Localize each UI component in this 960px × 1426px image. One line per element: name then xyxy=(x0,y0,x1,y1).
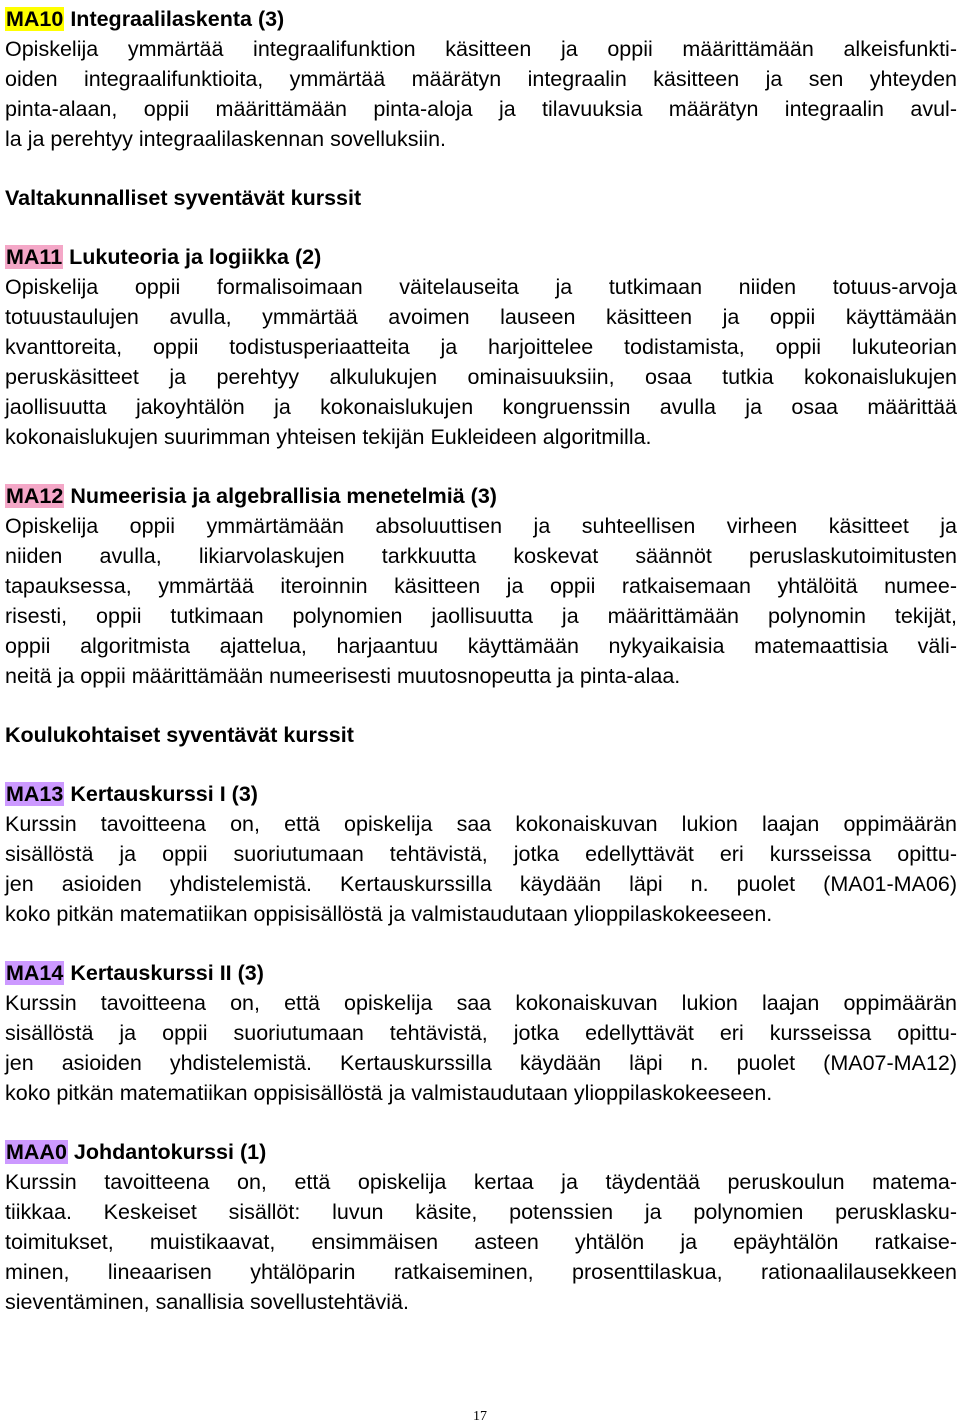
text-line: jen asioiden yhdistelemistä. Kertauskurssilla käydään läpi n. puolet (MA01-MA06) xyxy=(5,872,957,896)
text-line: peruskäsitteet ja perehtyy alkulukujen ominaisuuksiin, osaa tutkia kokonaislukujen xyxy=(5,365,957,389)
text-line: niiden avulla, likiarvolaskujen tarkkuutta koskevat säännöt peruslaskutoimitusten xyxy=(5,544,957,568)
course-name: Numeerisia ja algebrallisia menetelmiä (3) xyxy=(64,484,497,508)
text-line: Kurssin tavoitteena on, että opiskelija kertaa ja täydentää peruskoulun matema- xyxy=(5,1170,957,1194)
course-maa0 xyxy=(5,1137,957,1317)
text-line: tapauksessa, ymmärtää iteroinnin käsitteen ja oppii ratkaisemaan yhtälöitä numee- xyxy=(5,574,957,598)
text-line: koko pitkän matematiikan oppisisällöstä ja valmistaudutaan ylioppilaskokeeseen. xyxy=(5,902,773,926)
text-line: risesti, oppii tutkimaan polynomien jaollisuutta ja määrittämään polynomin tekijät, xyxy=(5,604,957,628)
course-ma14 xyxy=(5,958,957,1108)
text-line: oppii algoritmista ajattelua, harjaantuu käyttämään nykyaikaisia matemaattisia väli- xyxy=(5,634,957,658)
text-line: toimitukset, muistikaavat, ensimmäisen asteen yhtälön ja epäyhtälön ratkaise- xyxy=(5,1230,957,1254)
course-description xyxy=(5,272,957,452)
course-description xyxy=(5,511,957,691)
course-code: MA11 xyxy=(6,245,63,269)
text-line: Kurssin tavoitteena on, että opiskelija saa kokonaiskuvan lukion laajan oppimäärän xyxy=(5,812,957,836)
text-line: koko pitkän matematiikan oppisisällöstä ja valmistaudutaan ylioppilaskokeeseen. xyxy=(5,1081,773,1105)
course-code: MA13 xyxy=(6,782,64,806)
course-code: MA10 xyxy=(6,7,64,31)
course-code: MA12 xyxy=(6,484,64,508)
course-description xyxy=(5,1167,957,1317)
text-line: neitä ja oppii määrittämään numeerisesti muutosnopeutta ja pinta-alaa. xyxy=(5,664,681,688)
course-title xyxy=(5,481,957,511)
course-name: Kertauskurssi II (3) xyxy=(64,961,264,985)
course-description xyxy=(5,34,957,154)
course-description xyxy=(5,809,957,929)
text-line: totuustaulujen avulla, ymmärtää avoimen lauseen käsitteen ja oppii käyttämään xyxy=(5,305,957,329)
course-ma11 xyxy=(5,242,957,452)
text-line: kokonaislukujen suurimman yhteisen tekijän Eukleideen algoritmilla. xyxy=(5,425,652,449)
text-line: sisällöstä ja oppii suoriutumaan tehtävistä, jotka edellyttävät eri kursseissa opittu- xyxy=(5,1021,957,1045)
text-line: Opiskelija oppii ymmärtämään absoluuttisen ja suhteellisen virheen käsitteet ja xyxy=(5,514,957,538)
course-title xyxy=(5,1137,957,1167)
course-title xyxy=(5,242,957,272)
course-name: Kertauskurssi I (3) xyxy=(64,782,258,806)
course-code: MA14 xyxy=(6,961,64,985)
course-code: MAA0 xyxy=(6,1140,67,1164)
course-name: Johdantokurssi (1) xyxy=(67,1140,267,1164)
text-line: tiikkaa. Keskeiset sisällöt: luvun käsite, potenssien ja polynomien perusklasku- xyxy=(5,1200,957,1224)
text-line: la ja perehtyy integraalilaskennan sovelluksiin. xyxy=(5,127,447,151)
course-title xyxy=(5,4,957,34)
course-ma12 xyxy=(5,481,957,691)
page-number: 17 xyxy=(473,1409,487,1424)
text-line: oiden integraalifunktioita, ymmärtää määrätyn integraalin käsitteen ja sen yhteyden xyxy=(5,67,957,91)
section-heading-school: Koulukohtaiset syventävät kurssit xyxy=(5,723,354,747)
text-line: jaollisuutta jakoyhtälön ja kokonaislukujen kongruenssin avulla ja osaa määrittää xyxy=(5,395,957,419)
text-line: sisällöstä ja oppii suoriutumaan tehtävistä, jotka edellyttävät eri kursseissa opittu- xyxy=(5,842,957,866)
course-name: Integraalilaskenta (3) xyxy=(64,7,285,31)
document-page xyxy=(5,4,957,1317)
course-title xyxy=(5,779,957,809)
text-line: minen, lineaarisen yhtälöparin ratkaiseminen, prosenttilaskua, rationaalilausekkeen xyxy=(5,1260,957,1284)
text-line: pinta-alaan, oppii määrittämään pinta-aloja ja tilavuuksia määrätyn integraalin avul- xyxy=(5,97,957,121)
course-ma13 xyxy=(5,779,957,929)
text-line: kvanttoreita, oppii todistusperiaatteita ja harjoittelee todistamista, oppii lukuteorian xyxy=(5,335,957,359)
course-description xyxy=(5,988,957,1108)
text-line: Kurssin tavoitteena on, että opiskelija saa kokonaiskuvan lukion laajan oppimäärän xyxy=(5,991,957,1015)
text-line: jen asioiden yhdistelemistä. Kertauskurssilla käydään läpi n. puolet (MA07-MA12) xyxy=(5,1051,957,1075)
section-heading-national: Valtakunnalliset syventävät kurssit xyxy=(5,186,362,210)
course-name: Lukuteoria ja logiikka (2) xyxy=(63,245,322,269)
text-line: Opiskelija oppii formalisoimaan väitelauseita ja tutkimaan niiden totuus-arvoja xyxy=(5,275,957,299)
course-title xyxy=(5,958,957,988)
text-line: sieventäminen, sanallisia sovellustehtäviä. xyxy=(5,1290,409,1314)
course-ma10 xyxy=(5,4,957,154)
text-line: Opiskelija ymmärtää integraalifunktion käsitteen ja oppii määrittämään alkeisfunkti- xyxy=(5,37,957,61)
